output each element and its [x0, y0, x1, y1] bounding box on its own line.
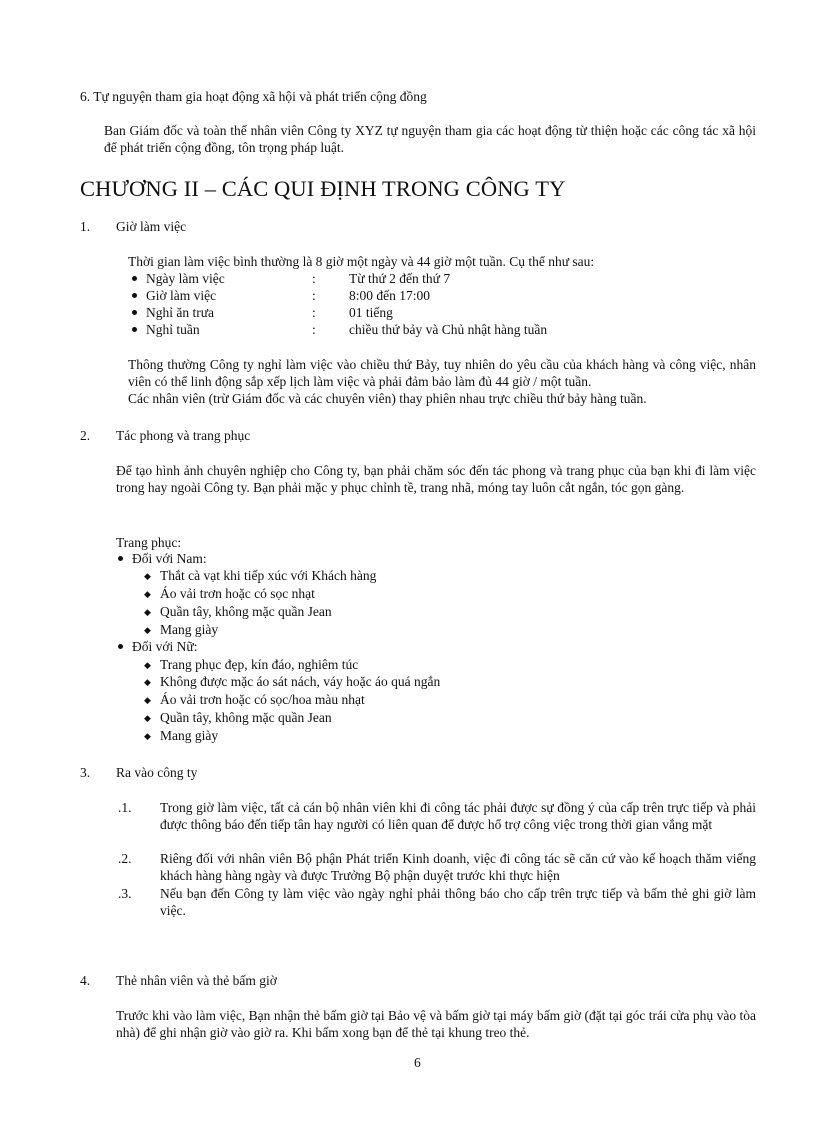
list-item: ◆ Quần tây, không mặc quần Jean: [144, 710, 332, 725]
diamond-bullet-icon: ◆: [144, 677, 151, 687]
diamond-bullet-icon: ◆: [144, 607, 151, 617]
row-value: Từ thứ 2 đến thứ 7: [349, 271, 451, 286]
list-item: Nghỉ ăn trưa: [146, 304, 214, 321]
diamond-bullet-icon: ◆: [144, 571, 151, 581]
item-6-heading: 6. Tự nguyện tham gia hoạt động xã hội và phát triển cộng đồng: [80, 89, 427, 104]
section-3-number: 3.: [80, 765, 91, 780]
entry-3-number: .3.: [118, 886, 132, 901]
diamond-bullet-icon: ◆: [144, 713, 151, 723]
bullet-icon: [132, 327, 137, 332]
row-value: 8:00 đến 17:00: [349, 288, 430, 303]
list-item: Giờ làm việc: [146, 287, 216, 304]
list-item: ◆ Mang giày: [144, 728, 219, 743]
bullet-icon: [118, 644, 123, 649]
page-number: 6: [414, 1055, 421, 1070]
card-body: Trước khi vào làm việc, Bạn nhận thẻ bấm giờ tại Bảo vệ và bấm giờ tại máy bấm giờ (đặt tại góc trái cửa phụ vào tòa nhà) để ghi nhận giờ vào giờ ra. Khi bấm xong bạn để thẻ tại khung treo thẻ.: [116, 1008, 756, 1040]
item-6-body: Ban Giám đốc và toàn thể nhân viên Công ty XYZ tự nguyện tham gia các hoạt động từ thiện hoặc các công tác xã hội để phát triển cộng đồng, tôn trọng pháp luật.: [104, 123, 756, 155]
work-hours-note: Thông thường Công ty nghỉ làm việc vào chiều thứ Bảy, tuy nhiên do yêu cầu của khách hàng và công việc, nhân viên có thể linh động sắp xếp lịch làm việc và phải đảm bảo làm đủ 44 giờ / một tuần.: [128, 357, 756, 389]
row-separator: :: [312, 305, 316, 320]
bullet-icon: [132, 310, 137, 315]
diamond-bullet-icon: ◆: [144, 625, 151, 635]
section-4-title: Thẻ nhân viên và thẻ bấm giờ: [116, 973, 277, 988]
work-hours-note-2: Các nhân viên (trừ Giám đốc và các chuyên viên) thay phiên nhau trực chiều thứ bảy hàng tuần.: [128, 391, 647, 406]
row-separator: :: [312, 322, 316, 337]
section-1-title: Giờ làm việc: [116, 219, 187, 234]
entry-3-text: Nếu bạn đến Công ty làm việc vào ngày nghỉ phải thông báo cho cấp trên trực tiếp và bấm thẻ ghi giờ làm việc.: [160, 886, 756, 918]
row-separator: :: [312, 271, 316, 286]
list-item: ◆ Áo vải trơn hoặc có sọc nhạt: [144, 586, 315, 601]
section-2-number: 2.: [80, 428, 91, 443]
attire-label: Trang phục:: [116, 535, 182, 550]
work-hours-intro: Thời gian làm việc bình thường là 8 giờ một ngày và 44 giờ một tuần. Cụ thể như sau:: [128, 254, 595, 269]
section-2-title: Tác phong và trang phục: [116, 428, 251, 443]
men-heading: Đối với Nam:: [132, 550, 207, 567]
list-item: ◆ Không được mặc áo sát nách, váy hoặc áo quá ngắn: [144, 674, 441, 689]
list-item: ◆ Trang phục đẹp, kín đáo, nghiêm túc: [144, 657, 359, 672]
list-item: ◆ Áo vải trơn hoặc có sọc/hoa màu nhạt: [144, 692, 365, 707]
row-value: chiều thứ bảy và Chủ nhật hàng tuần: [349, 322, 548, 337]
chapter-title: CHƯƠNG II – CÁC QUI ĐỊNH TRONG CÔNG TY: [80, 176, 566, 201]
row-separator: :: [312, 288, 316, 303]
section-3-title: Ra vào công ty: [116, 765, 198, 780]
entry-1-number: .1.: [118, 800, 132, 815]
bullet-icon: [118, 556, 123, 561]
entry-2-number: .2.: [118, 851, 132, 866]
section-1-number: 1.: [80, 219, 91, 234]
list-item: Ngày làm việc: [146, 270, 225, 287]
entry-1-text: Trong giờ làm việc, tất cả cán bộ nhân viên khi đi công tác phải được sự đồng ý của cấp trên trực tiếp và phải được thông báo đến tiếp tân hay người có liên quan để được hổ trợ công việc trong thời gian vắng mặt: [160, 800, 756, 832]
women-heading: Đối với Nữ:: [132, 638, 197, 655]
list-item: Nghỉ tuần: [146, 321, 200, 338]
section-4-number: 4.: [80, 973, 91, 988]
bullet-icon: [132, 293, 137, 298]
list-item: ◆ Mang giày: [144, 622, 219, 637]
row-value: 01 tiếng: [349, 305, 393, 320]
list-item: ◆ Quần tây, không mặc quần Jean: [144, 604, 332, 619]
diamond-bullet-icon: ◆: [144, 589, 151, 599]
diamond-bullet-icon: ◆: [144, 695, 151, 705]
entry-2-text: Riêng đối với nhân viên Bộ phận Phát triển Kinh doanh, việc đi công tác sẽ căn cứ vào kế hoạch thăm viếng khách hàng hàng ngày và được Trưởng Bộ phận duyệt trước khi thực hiện: [160, 851, 756, 883]
diamond-bullet-icon: ◆: [144, 731, 151, 741]
bullet-icon: [132, 276, 137, 281]
attire-intro: Để tạo hình ảnh chuyên nghiệp cho Công ty, bạn phải chăm sóc đến tác phong và trang phục của bạn khi đi làm việc trong hay ngoài Công ty. Bạn phải mặc y phục chỉnh tề, trang nhã, móng tay luôn cắt ngắn, tóc gọn gàng.: [116, 463, 756, 495]
diamond-bullet-icon: ◆: [144, 660, 151, 670]
list-item: ◆ Thắt cà vạt khi tiếp xúc với Khách hàng: [144, 568, 377, 583]
